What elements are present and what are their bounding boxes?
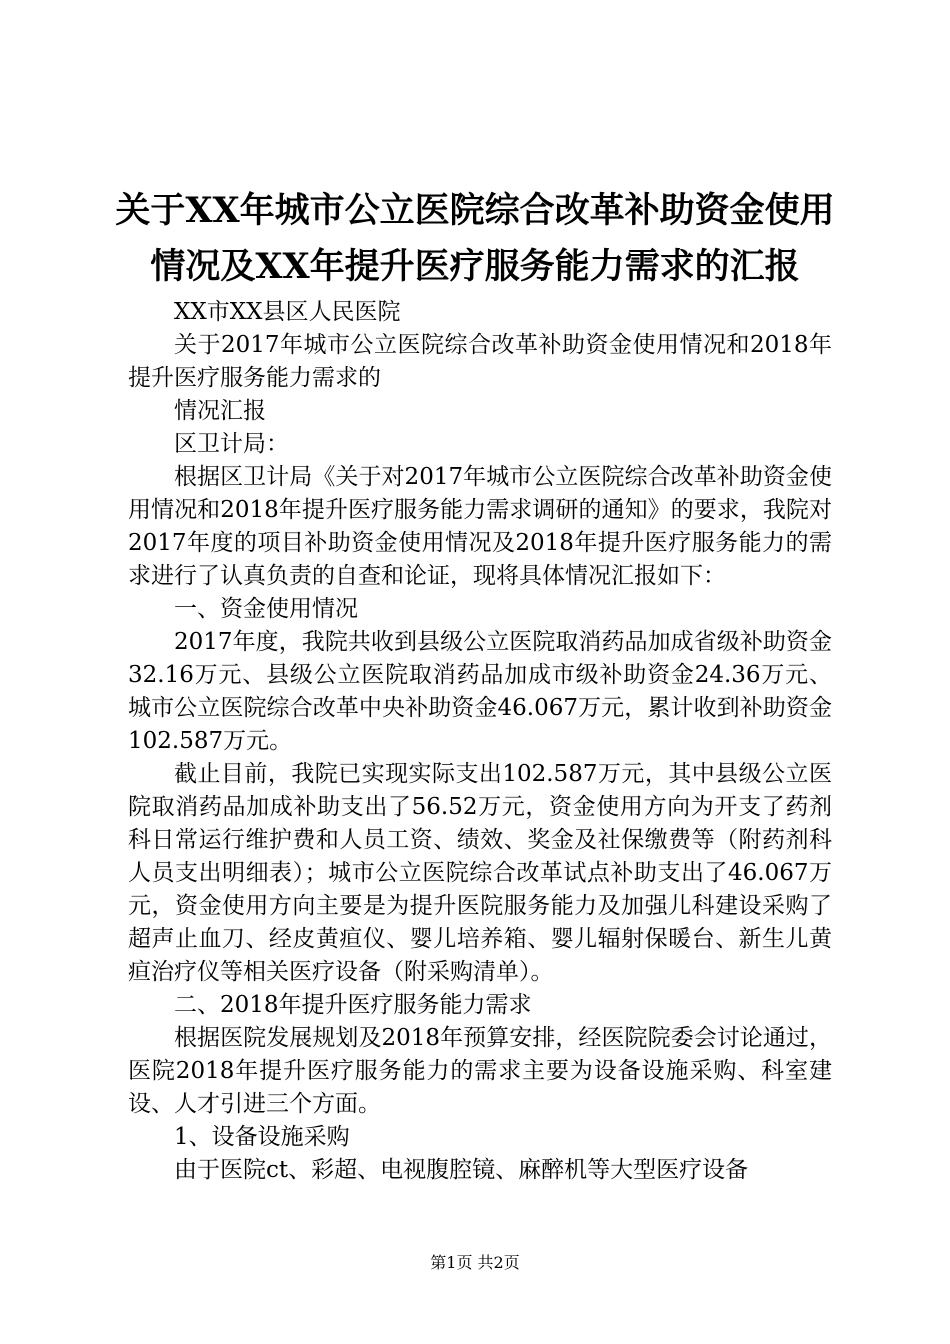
paragraph-intro: 根据区卫计局《关于对2017年城市公立医院综合改革补助资金使用情况和2018年提升医疗服务能力需求调研的通知》的要求，我院对2017年度的项目补助资金使用情况及2018年提升医疗服务能力的需求进行了认真负责的自查和论证，现将具体情况汇报如下： (128, 464, 832, 589)
document-body (128, 296, 832, 1187)
document-title: 关于XX年城市公立医院综合改革补助资金使用情况及XX年提升医疗服务能力需求的汇报 (115, 190, 835, 287)
report-subtitle: 关于2017年城市公立医院综合改革补助资金使用情况和2018年提升医疗服务能力需求的 (128, 332, 832, 391)
report-subtitle-cont: 情况汇报 (174, 398, 266, 424)
paragraph-funds-spent: 截止目前，我院已实现实际支出102.587万元，其中县级公立医院取消药品加成补助支出了56.52万元，资金使用方向为开支了药剂科日常运行维护费和人员工资、绩效、奖金及社保缴费等（附药剂科人员支出明细表）；城市公立医院综合改革试点补助支出了46.067万元，资金使用方向主要是为提升医院服务能力及加强儿科建设采购了超声止血刀、经皮黄疸仪、婴儿培养箱、婴儿辐射保暖台、新生儿黄疸治疗仪等相关医疗设备（附采购清单）。 (128, 761, 832, 985)
paragraph-equipment: 由于医院ct、彩超、电视腹腔镜、麻醉机等大型医疗设备 (174, 1157, 749, 1183)
subsection-heading-1: 1、设备设施采购 (174, 1124, 350, 1150)
paragraph-funds-received: 2017年度，我院共收到县级公立医院取消药品加成省级补助资金32.16万元、县级公立医院取消药品加成市级补助资金24.36万元、城市公立医院综合改革中央补助资金46.067万元，累计收到补助资金102.587万元。 (128, 629, 832, 754)
addressee: 区卫计局： (174, 431, 289, 457)
page-footer: 第1页 共2页 (430, 1253, 520, 1272)
paragraph-demand: 根据医院发展规划及2018年预算安排，经医院院委会讨论通过，医院2018年提升医疗服务能力的需求主要为设备设施采购、科室建设、人才引进三个方面。 (128, 1025, 832, 1117)
section-heading-2: 二、2018年提升医疗服务能力需求 (174, 992, 532, 1018)
hospital-name: XX市XX县区人民医院 (174, 299, 401, 325)
section-heading-1: 一、资金使用情况 (174, 596, 358, 622)
